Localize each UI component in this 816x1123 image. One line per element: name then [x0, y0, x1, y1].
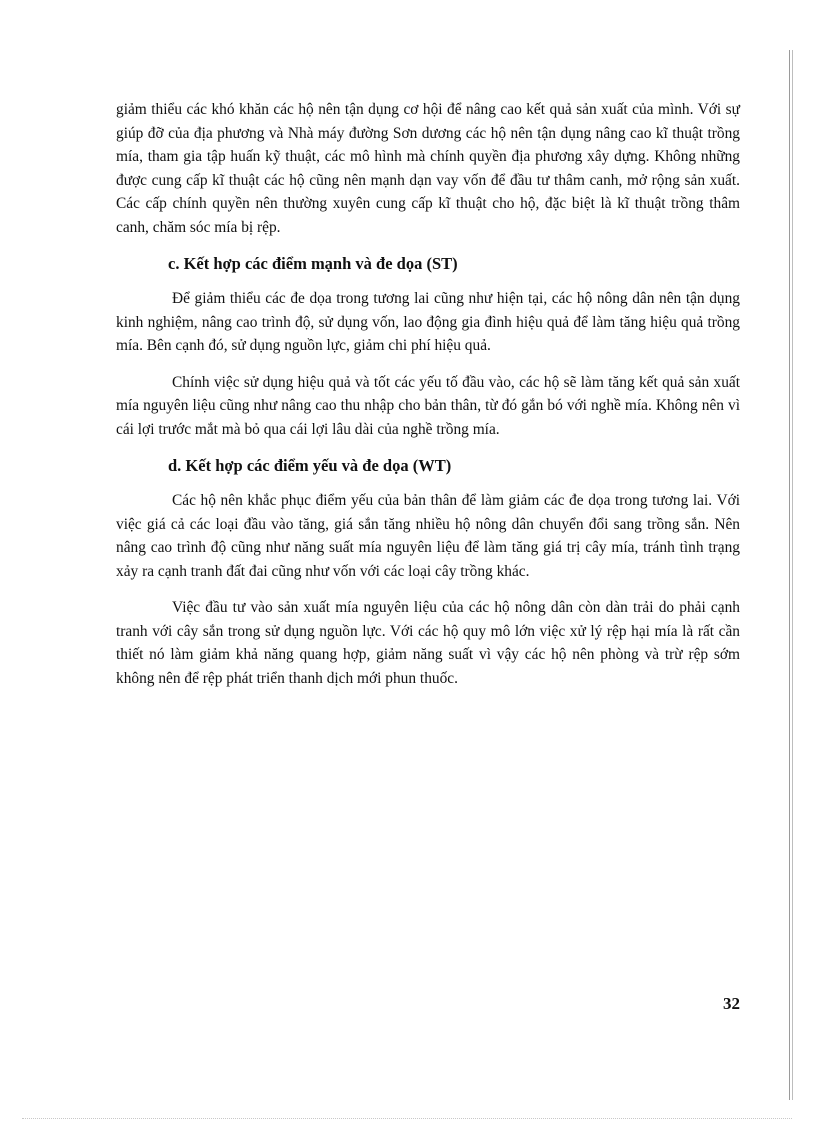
document-body — [116, 98, 740, 690]
paragraph-intro: giảm thiểu các khó khăn các hộ nên tận dụng cơ hội để nâng cao kết quả sản xuất của mình. Với sự giúp đỡ của địa phương và Nhà máy đường Sơn dương các hộ nên tận dụng nâng cao kĩ thuật trồng mía, tham gia tập huấn kỹ thuật, các mô hình mà chính quyền địa phương xây dựng. Không những được cung cấp kĩ thuật các hộ cũng nên mạnh dạn vay vốn để đầu tư thâm canh, mở rộng sản xuất. Các cấp chính quyền nên thường xuyên cung cấp kĩ thuật cho hộ, đặc biệt là kĩ thuật trồng thâm canh, chăm sóc mía bị rệp. — [116, 101, 740, 236]
paragraph-st-2: Chính việc sử dụng hiệu quả và tốt các yếu tố đầu vào, các hộ sẽ làm tăng kết quả sản xuất mía nguyên liệu cũng như nâng cao thu nhập cho bản thân, từ đó gắn bó với nghề mía. Không nên vì cái lợi trước mắt mà bỏ qua cái lợi lâu dài của nghề trồng mía. — [116, 373, 740, 438]
paragraph-wt-2: Việc đầu tư vào sản xuất mía nguyên liệu của các hộ nông dân còn dàn trải do phải cạnh tranh với cây sắn trong sử dụng nguồn lực. Với các hộ quy mô lớn việc xử lý rệp hại mía là rất cần thiết nó làm giảm khả năng quang hợp, giảm năng suất vì vậy các hộ nên phòng và trừ rệp sớm không nên để rệp phát triển thanh dịch mới phun thuốc. — [116, 599, 740, 687]
section-heading-st: c. Kết hợp các điểm mạnh và đe dọa (ST) — [168, 254, 458, 273]
section-heading-wt: d. Kết hợp các điểm yếu và đe dọa (WT) — [168, 456, 452, 475]
page-border-right — [789, 50, 793, 1100]
paragraph-wt-1: Các hộ nên khắc phục điểm yếu của bản thân để làm giảm các đe dọa trong tương lai. Với việc giá cả các loại đầu vào tăng, giá sắn tăng nhiều hộ nông dân chuyển đổi sang trồng sắn. Nên nâng cao trình độ cũng như năng suất mía nguyên liệu để làm tăng giá trị cây mía, tránh tình trạng xảy ra cạnh tranh đất đai cũng như vốn với các loại cây trồng khác. — [116, 492, 740, 580]
paragraph-st-1: Để giảm thiểu các đe dọa trong tương lai cũng như hiện tại, các hộ nông dân nên tận dụng kinh nghiệm, nâng cao trình độ, sử dụng vốn, lao động gia đình hiệu quả để làm tăng hiệu quả trồng mía. Bên cạnh đó, sử dụng nguồn lực, giảm chi phí hiệu quả. — [116, 290, 740, 354]
page-border-bottom — [22, 1118, 792, 1119]
page-number: 32 — [723, 994, 740, 1013]
